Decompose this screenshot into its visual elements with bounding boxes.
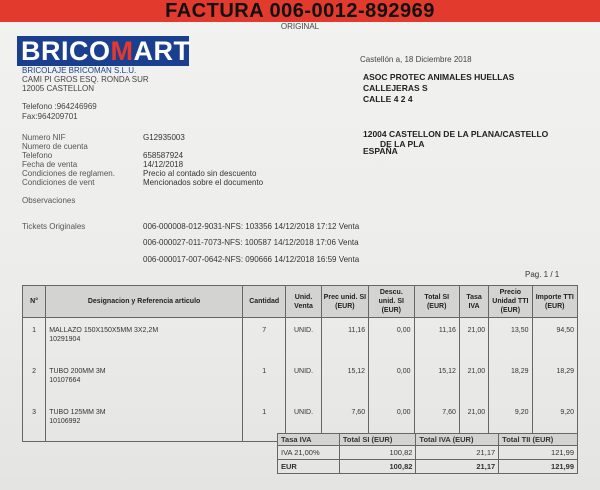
detail-value: 14/12/2018: [143, 160, 184, 169]
col-header: Importe TTI (EUR): [532, 286, 577, 318]
cell-n: 1: [23, 318, 46, 360]
sum-header: Total IVA (EUR): [416, 434, 499, 446]
col-header: N°: [23, 286, 46, 318]
item-desc: TUBO 125MM 3M: [49, 409, 106, 416]
detail-value: Precio al contado sin descuento: [143, 169, 257, 178]
cell-imp: 9,20: [532, 400, 577, 442]
customer-country: ESPAÑA: [363, 146, 398, 156]
cell-iva: 21,00: [459, 359, 488, 400]
sum-header: Tasa IVA: [278, 434, 340, 446]
table-row: [23, 318, 578, 360]
item-ref: 10291904: [49, 336, 81, 343]
col-header: Cantidad: [242, 286, 285, 318]
customer-line3: CALLE 4 2 4: [363, 94, 413, 104]
cell-price: 7,60: [321, 400, 368, 442]
item-ref: 10107664: [49, 377, 81, 384]
col-header: Total SI (EUR): [414, 286, 459, 318]
summary-table: [277, 433, 578, 474]
cell-desc: [46, 400, 243, 442]
sum-header: Total SI (EUR): [339, 434, 416, 446]
sum-cell: 21,17: [416, 460, 499, 474]
tickets-label: Tickets Originales: [22, 222, 86, 231]
detail-value: Mencionados sobre el documento: [143, 178, 264, 187]
cell-total: 11,16: [414, 318, 459, 360]
bricomart-logo: [17, 36, 189, 66]
sum-cell: 100,82: [339, 446, 416, 460]
detail-label: Telefono: [22, 151, 53, 160]
ticket-line: 006-000027-011-7073-NFS: 100587 14/12/2018 17:06 Venta: [143, 238, 359, 247]
cell-disc: 0,00: [369, 359, 414, 400]
cell-desc: [46, 318, 243, 360]
detail-label: Fecha de venta: [22, 160, 78, 169]
sum-header: Total TII (EUR): [499, 434, 578, 446]
cell-qty: 1: [242, 359, 285, 400]
ticket-line: 006-000017-007-0642-NFS: 090666 14/12/2018 16:59 Venta: [143, 255, 360, 264]
logo-text-accent: M: [110, 36, 134, 66]
cell-total: 15,12: [414, 359, 459, 400]
detail-label: Numero NIF: [22, 133, 66, 142]
col-header: Unid. Venta: [286, 286, 321, 318]
logo-text-main: BRICO: [21, 36, 111, 66]
observaciones-label: Observaciones: [22, 196, 76, 205]
col-header: Descu. unid. SI (EUR): [369, 286, 414, 318]
cell-pu-tti: 18,29: [489, 359, 532, 400]
cell-disc: 0,00: [369, 400, 414, 442]
invoice-title: FACTURA 006-0012-892969: [165, 0, 435, 22]
item-ref: 10106992: [49, 418, 81, 425]
customer-city: 12004 CASTELLON DE LA PLANA/CASTELLO: [363, 129, 549, 139]
cell-unit: UNID.: [286, 400, 321, 442]
cell-imp: 94,50: [532, 318, 577, 360]
cell-qty: 7: [242, 318, 285, 360]
cell-unit: UNID.: [286, 359, 321, 400]
sum-cell: 121,99: [499, 460, 578, 474]
cell-iva: 21,00: [459, 318, 488, 360]
detail-label: Condiciones de vent: [22, 178, 95, 187]
col-header: Prec unid. SI (EUR): [321, 286, 368, 318]
customer-line2: CALLEJERAS S: [363, 83, 428, 93]
col-header: Tasa IVA: [459, 286, 488, 318]
table-row: [23, 359, 578, 400]
cell-desc: [46, 359, 243, 400]
page-number: Pag. 1 / 1: [525, 270, 560, 279]
col-header: Precio Unidad TTI (EUR): [489, 286, 532, 318]
cell-price: 15,12: [321, 359, 368, 400]
summary-row: [278, 446, 578, 460]
items-header-row: [23, 286, 578, 318]
sum-cell: EUR: [278, 460, 340, 474]
detail-label: Condiciones de reglamen.: [22, 169, 115, 178]
cell-imp: 18,29: [532, 359, 577, 400]
items-table: [22, 285, 578, 442]
cell-iva: 21,00: [459, 400, 488, 442]
col-header: Designacion y Referencia articulo: [46, 286, 243, 318]
place-date: Castellón a, 18 Diciembre 2018: [360, 55, 472, 64]
summary-total-row: [278, 460, 578, 474]
cell-n: 3: [23, 400, 46, 442]
company-legal-name: BRICOLAJE BRICOMAN S.L.U.: [22, 66, 137, 75]
ticket-line: 006-000008-012-9031-NFS: 103356 14/12/2018 17:12 Venta: [143, 222, 360, 231]
cell-qty: 1: [242, 400, 285, 442]
item-desc: MALLAZO 150X150X5MM 3X2,2M: [49, 327, 159, 334]
cell-price: 11,16: [321, 318, 368, 360]
customer-name: ASOC PROTEC ANIMALES HUELLAS: [363, 72, 515, 82]
cell-n: 2: [23, 359, 46, 400]
cell-total: 7,60: [414, 400, 459, 442]
customer-city2: DE LA PLA: [380, 139, 425, 149]
company-address2: 12005 CASTELLON: [22, 84, 95, 93]
item-desc: TUBO 200MM 3M: [49, 368, 106, 375]
company-fax: Fax:964209701: [22, 112, 78, 121]
sum-cell: IVA 21,00%: [278, 446, 340, 460]
cell-disc: 0,00: [369, 318, 414, 360]
detail-label: Numero de cuenta: [22, 142, 88, 151]
cell-unit: UNID.: [286, 318, 321, 360]
sum-cell: 100,82: [339, 460, 416, 474]
company-address1: CAMI PI GROS ESQ. RONDA SUR: [22, 75, 149, 84]
sum-cell: 121,99: [499, 446, 578, 460]
sum-cell: 21,17: [416, 446, 499, 460]
detail-value: G12935003: [143, 133, 185, 142]
cell-pu-tti: 13,50: [489, 318, 532, 360]
logo-text-rest: ART: [133, 36, 191, 66]
detail-value: 658587924: [143, 151, 184, 160]
original-label: ORIGINAL: [280, 22, 320, 31]
summary-header-row: [278, 434, 578, 446]
cell-pu-tti: 9,20: [489, 400, 532, 442]
company-phone: Telefono :964246969: [22, 102, 97, 111]
